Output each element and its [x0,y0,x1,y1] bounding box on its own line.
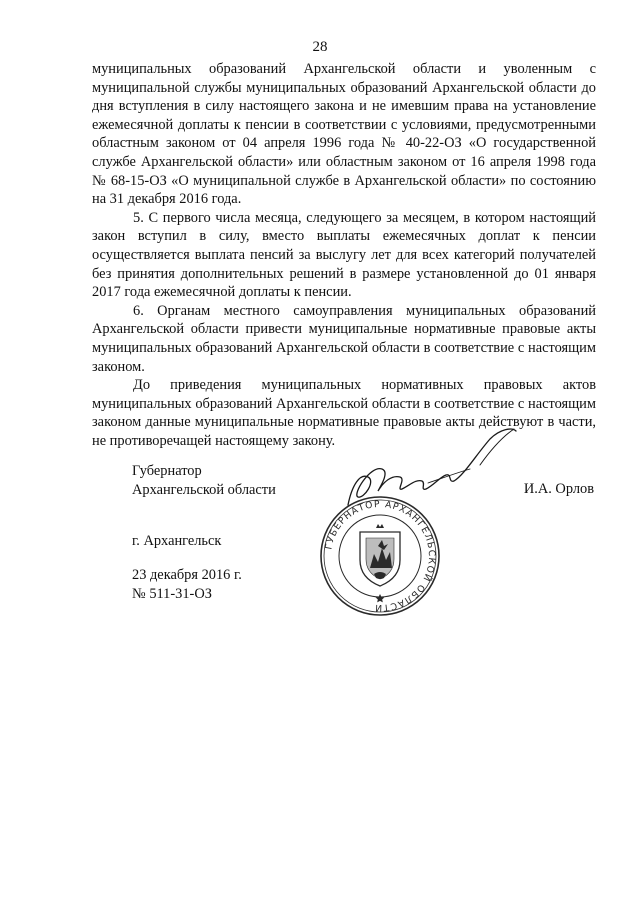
paragraph-continuation: муниципальных образований Архангельской области и уволенным с муниципальной службы муниципальных образований Архангельской области до дня вступления в силу настоящего закона и не имевшим права на установление ежемесячной доплаты к пенсии в соответствии с условиями, предусмотренными областным законом от 04 апреля 1996 года № 40-22-ОЗ «О государственной службе Архангельской области» или областным законом от 16 апреля 1998 года № 68-15-ОЗ «О муниципальной службе в Архангельской области» по состоянию на 31 декабря 2016 года. [92,61,596,208]
paragraph-transitional: До приведения муниципальных нормативных правовых актов муниципальных образований Архангельской области в соответствие с настоящим законом данные муниципальные нормативные правовые акты действуют в части, не противоречащей настоящему закону. [92,377,596,449]
signatory-title [132,462,276,499]
handwritten-signature-icon [330,425,530,520]
date-and-number [132,566,242,603]
signing-date: 23 декабря 2016 г. [132,567,242,583]
svg-text:ГУБЕРНАТОР АРХАНГЕЛЬСКОЙ ОБЛАС: ГУБЕРНАТОР АРХАНГЕЛЬСКОЙ ОБЛАСТИ [323,498,438,614]
signatory-title-line-1: Губернатор [132,463,202,479]
place-of-signing: г. Архангельск [132,533,222,549]
page-number: 28 [312,39,328,55]
coat-of-arms-icon [360,524,400,586]
signatory-name: И.А. Орлов [523,481,594,497]
paragraph-item-5: 5. С первого числа месяца, следующего за месяцем, в котором настоящий закон вступил в силу, вместо выплаты ежемесячных доплат к пенсии осуществляется выплата пенсий за выслугу лет для всех категорий получателей без принятия дополнительных решений в размере установленной до 01 января 2017 года ежемесячной доплаты к пенсии. [92,209,596,301]
law-number: № 511-31-ОЗ [132,585,212,602]
document-body [92,60,596,450]
paragraph-item-6: 6. Органам местного самоуправления муниципальных образований Архангельской области привести муниципальные нормативные правовые акты муниципальных образований Архангельской области в соответствие с настоящим законом. [92,302,596,375]
signatory-title-line-2: Архангельской области [132,481,276,498]
